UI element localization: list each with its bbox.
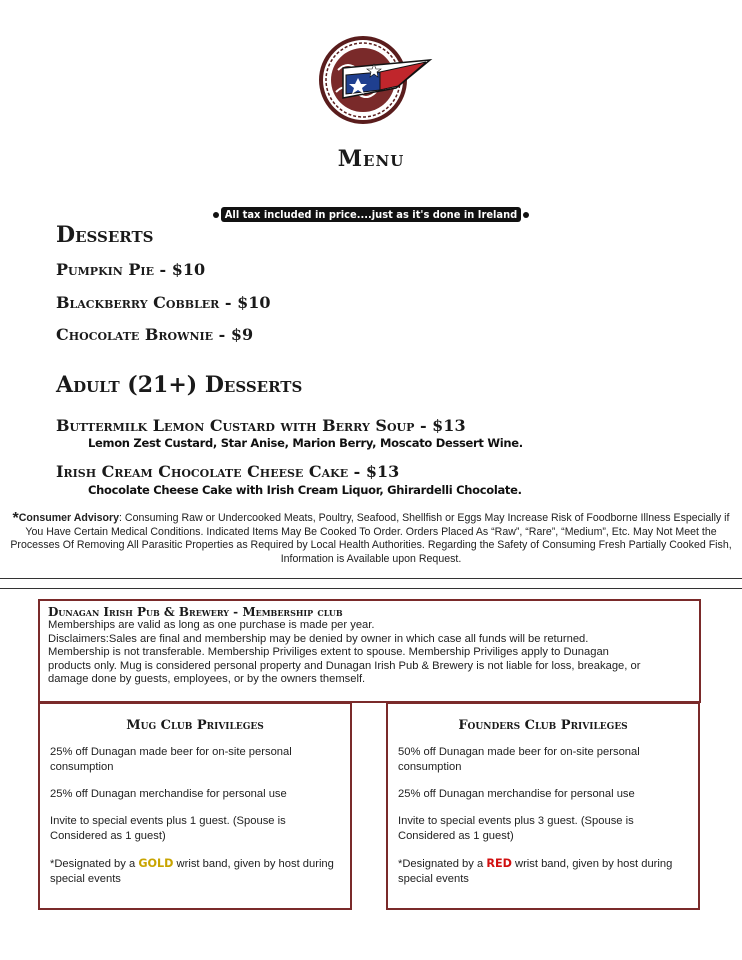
bullet-icon [213,212,219,218]
gold-band-label: GOLD [138,857,174,870]
advisory-text: : Consuming Raw or Undercooked Meats, Poultry, Seafood, Shellfish or Eggs May Increase Risk of Foodborne Illness Especially if You Have Certain Medical Conditions. Indicated Items May Be Cooked To Order. Orders Placed As “Raw”, “Rare”, “Medium”, Etc. May Not Meet the Processes Of Removing All Parasitic Properties as Required by Local Health Authorities. Regarding the Safety of Consuming Fresh Partially Cooked Fish, Information is Available upon Request. [10,512,732,565]
desserts-heading: Desserts [56,222,154,248]
mug-club-box [38,702,352,910]
membership-title: Dunagan Irish Pub & Brewery - Membership club [48,605,343,619]
divider [0,578,742,579]
page-title: Menu [337,146,405,172]
pub-flag-shield-icon [318,30,438,130]
adult-dessert-description: Lemon Zest Custard, Star Anise, Marion Berry, Moscato Dessert Wine. [88,436,523,450]
band-note-prefix: *Designated by a [398,858,487,870]
consumer-advisory [10,512,732,566]
founders-club-band-note [398,856,688,887]
asterisk-icon: * [12,510,19,527]
founders-club-box [386,702,700,910]
mug-club-privilege: Invite to special events plus 1 guest. (Spouse is Considered as 1 guest) [50,815,286,842]
tax-note [0,208,742,221]
membership-line: products only. Mug is considered personal property and Dunagan Irish Pub & Brewery is not liable for loss, breakage, or [48,659,641,672]
mug-club-band-note [50,856,340,887]
dessert-item: Pumpkin Pie - $10 [56,260,206,279]
advisory-label: Consumer Advisory [18,512,120,524]
adult-dessert-item: Irish Cream Chocolate Cheese Cake - $13 [56,462,400,481]
pub-logo [318,30,438,130]
membership-line: Disclaimers:Sales are final and membership may be denied by owner in which case all funds will be returned. [48,632,589,645]
membership-line: Membership is not transferable. Membership Priviliges extent to spouse. Membership Priviliges apply to Dunagan [48,646,609,659]
tax-note-text: All tax included in price....just as it's done in Ireland [221,207,521,222]
dessert-item: Chocolate Brownie - $9 [56,325,254,344]
mug-club-title: Mug Club Privileges [126,718,264,733]
bullet-icon [523,212,529,218]
membership-line: Memberships are valid as long as one purchase is made per year. [48,619,375,631]
adult-dessert-description: Chocolate Cheese Cake with Irish Cream Liquor, Ghirardelli Chocolate. [88,483,522,497]
red-band-label: RED [486,857,512,870]
membership-line: damage done by guests, employees, or by the owners themself. [48,673,366,686]
mug-club-privilege: 25% off Dunagan merchandise for personal use [50,788,287,800]
band-note-prefix: *Designated by a [50,858,139,870]
divider [0,588,742,589]
founders-club-privilege: Invite to special events plus 3 guest. (Spouse is Considered as 1 guest) [398,815,634,842]
mug-club-privilege: 25% off Dunagan made beer for on-site personal consumption [50,746,292,773]
adult-dessert-item: Buttermilk Lemon Custard with Berry Soup - $13 [56,416,466,435]
founders-club-title: Founders Club Privileges [458,718,628,733]
band-note-suffix: wrist band, given by host during special events [50,858,334,885]
founders-club-privilege: 25% off Dunagan merchandise for personal use [398,788,635,800]
adult-desserts-heading: Adult (21+) Desserts [56,372,303,398]
founders-club-privilege: 50% off Dunagan made beer for on-site personal consumption [398,746,640,773]
band-note-suffix: wrist band, given by host during special events [398,858,673,885]
dessert-item: Blackberry Cobbler - $10 [56,293,271,312]
membership-box [38,599,701,703]
